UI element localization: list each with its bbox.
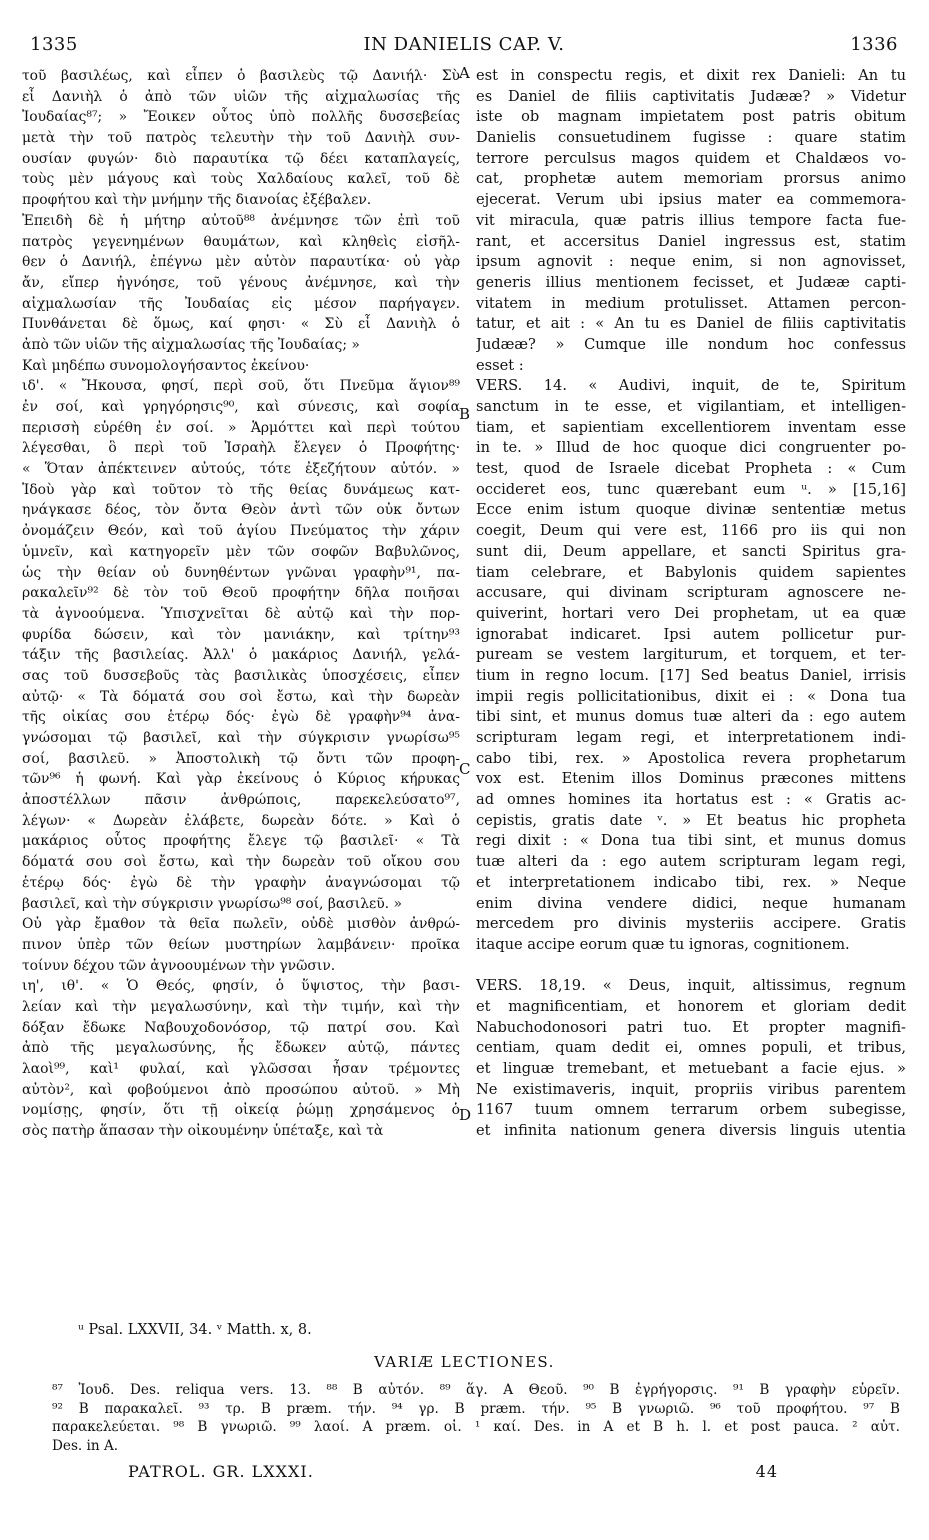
greek-text-line: ηνάγκασε δέος, τὸν ὄντα Θεὸν ἀντὶ τῶν οὐκ ὄντων xyxy=(22,502,460,519)
greek-text-line: δόξαν ἔδωκε Ναβουχοδονόσορ, τῷ πατρί σου. Καὶ xyxy=(22,1019,460,1036)
latin-text-line: vit miracula, quæ patris illius tempore facta fue- xyxy=(476,211,906,229)
latin-text-line: itaque accipe eorum quæ tu ignoras, cognitionem. xyxy=(476,935,850,953)
greek-text-line: « Ὅταν ἀπέκτεινεν αὐτούς, τότε ἐξεζήτουν αὐτόν. » xyxy=(22,461,460,478)
greek-text-line: βασιλεῖ, καὶ τὴν σύγκρισιν γνωρίσω⁹⁸ σοί, βασιλεῦ. » xyxy=(22,895,402,912)
greek-text-line: νομίσῃς, φησίν, ὅτι τῇ οἰκείᾳ ῥώμῃ χρησάμενος ὁ xyxy=(22,1102,460,1119)
greek-text-line: γνώσομαι τῷ βασιλεῖ, καὶ τὴν σύγκρισιν γνωρίσω⁹⁵ xyxy=(22,730,460,746)
greek-text-line: αὐτὸν², καὶ φοβούμενοι ἀπὸ προσώπου αὐτοῦ. » Μὴ xyxy=(22,1081,460,1098)
greek-text-line: τοίνυν δέχου τῶν ἀγνοουμένων τὴν γνῶσιν. xyxy=(22,957,336,974)
margin-marker-d: D xyxy=(459,1106,472,1124)
greek-text-line: Ἰδοὺ γὰρ καὶ τοῦτον τὸ τῆς θείας δυνάμεως κατ- xyxy=(22,481,460,498)
greek-text-line: σὸς πατὴρ ἅπασαν τὴν οἰκουμένην ὑπέταξε, καὶ τὰ xyxy=(22,1123,384,1140)
latin-text-line: quiverint, hortari vero Dei prophetam, ut ea quæ xyxy=(476,604,906,622)
greek-text-line: πινον ὑπὲρ τῶν θείων μυστηρίων λαμβάνειν· προῖκα xyxy=(22,936,460,953)
latin-text-line: cepistis, gratis date ᵛ. » Et beatus hic propheta xyxy=(476,811,906,829)
latin-text-line: esset : xyxy=(476,356,524,374)
greek-text-line: προφήτου καὶ τὴν μνήμην τῆς διανοίας ἐξέβαλεν. xyxy=(22,192,372,209)
latin-text-line: tium in regno locum. [17] Sed beatus Daniel, irrisis xyxy=(476,666,906,684)
latin-text-line: et magnificentiam, et honorem et gloriam dedit xyxy=(476,997,906,1015)
greek-text-line: ὑμνεῖν, καὶ κατηγορεῖν μὲν τῶν σοφῶν Βαβυλῶνος, xyxy=(22,543,460,560)
greek-text-line: θεν ὁ Δανιήλ, ἐπέγνω μὲν αὐτὸν παραυτίκα· οὐ γὰρ xyxy=(22,254,460,271)
greek-text-line: λέγεσθαι, ὃ περὶ τοῦ Ἰσραὴλ ἔλεγεν ὁ Προφήτης· xyxy=(22,440,460,457)
greek-text-line: ἄν, εἴπερ ἠγνόησε, τοῦ γένους ἀνέμνησε, καὶ τὴν xyxy=(22,274,460,291)
greek-text-line: τῶν⁹⁶ ἡ φωνή. Καὶ γὰρ ἐκείνους ὁ Κύριος κήρυκας xyxy=(22,771,460,788)
latin-text-line: coegit, Deum qui vere est, 1166 pro iis qui non xyxy=(476,522,906,540)
greek-text-line: εἶ Δανιὴλ ὁ ἀπὸ τῶν υἱῶν τῆς αἰχμαλωσίας τῆς xyxy=(22,88,460,105)
greek-text-line: ὀνομάζειν Θεόν, καὶ τοῦ ἁγίου Πνεύματος τὴν χάριν xyxy=(22,523,460,540)
margin-marker-c: C xyxy=(459,760,471,778)
greek-text-line: μετὰ τὴν τοῦ πατρὸς τελευτὴν τὴν τοῦ Δανιὴλ συν- xyxy=(22,130,460,147)
greek-text-line: φυρίδα δώσειν, καὶ τὸν μανιάκην, καὶ τρίτην⁹³ xyxy=(22,626,460,643)
greek-text-line: δόματά σου σοὶ ἔστω, καὶ τὴν δωρεὰν τοῦ οἴκου σου xyxy=(22,854,460,871)
greek-text-line: ὡς τὴν θείαν οὐ δυνηθέντων γνῶναι γραφὴν⁹¹, πα- xyxy=(22,564,460,581)
running-header xyxy=(30,34,898,58)
latin-text-line: Ecce enim istum quoque divinæ sententiæ metus xyxy=(476,501,906,519)
latin-text-line: est in conspectu regis, et dixit rex Danieli: An tu xyxy=(476,67,906,84)
greek-text-line: λαοὶ⁹⁹, καὶ¹ φυλαί, καὶ γλῶσσαι ἦσαν τρέμοντες xyxy=(22,1061,460,1077)
greek-column xyxy=(22,66,460,1142)
greek-text-line: αὐτῷ· « Τὰ δόματά σου σοὶ ἔστω, καὶ τὴν δωρεὰν xyxy=(22,688,460,705)
latin-text-line: impii regis pollicitationibus, dixit ei : « Dona tua xyxy=(476,687,906,705)
variant-reading-line: ⁹² B παρακαλεῖ. ⁹³ τρ. B præm. τήν. ⁹⁴ γρ. B præm. τήν. ⁹⁵ B γνωριῶ. ⁹⁶ τοῦ προφήτου. ⁹⁷ B xyxy=(52,1400,900,1417)
latin-text-line: regi dixit : « Dona tua tibi sint, et munus domus xyxy=(476,832,906,850)
variant-reading-line: παρακελεύεται. ⁹⁸ B γνωριῶ. ⁹⁹ λαοί. A præm. οἱ. ¹ καί. Des. in A et B h. l. et post pauca. ² αὐτ. xyxy=(52,1419,900,1435)
latin-text-line: ad omnes homines ita hortatus est : « Gratis ac- xyxy=(476,791,906,809)
latin-column xyxy=(476,66,906,1142)
latin-text-line: cabo tibi, rex. » Apostolica revera prophetarum xyxy=(476,749,906,767)
latin-text-line: iste ob magnam impietatem post patris obitum xyxy=(476,108,906,126)
running-title: IN DANIELIS CAP. V. xyxy=(363,34,565,55)
greek-text-line: λέγων· « Δωρεὰν ἐλάβετε, δωρεὰν δότε. » Καὶ ὁ xyxy=(22,812,460,829)
latin-text-line: test, quod de Israele dicebat Propheta : « Cum xyxy=(476,460,906,478)
latin-text-line: in te. » Illud de hoc quoque dici congruenter po- xyxy=(476,439,906,457)
greek-text-line: Καὶ μηδέπω συνομολογήσαντος ἐκείνου· xyxy=(22,357,310,374)
page-number-left: 1335 xyxy=(30,34,78,55)
footer-signature: PATROL. GR. LXXXI. xyxy=(128,1462,314,1481)
greek-text-line: σας τοῦ δυσσεβοῦς τὰς βασιλικὰς ὑποσχέσεις, εἶπεν xyxy=(22,667,460,684)
latin-text-line: es Daniel de filiis captivitatis Judææ? » Videtur xyxy=(476,87,906,105)
latin-text-line: sanctum in te esse, et vigilantiam, et intelligen- xyxy=(476,398,906,415)
latin-text-line: puream se vestem largiturum, et torquem, et ter- xyxy=(476,646,906,664)
margin-marker-a: A xyxy=(459,64,470,82)
latin-text-line: mercedem pro divinis mysteriis accipere. Gratis xyxy=(476,915,906,933)
latin-text-line: ignorabat indicaret. Ipsi autem pollicetur pur- xyxy=(476,625,906,643)
greek-text-line: τοῦ βασιλέως, καὶ εἶπεν ὁ βασιλεὺς τῷ Δανιήλ· Σὺ xyxy=(22,68,460,84)
latin-text-line: ipsum agnovit : neque enim, si non agnovisset, xyxy=(476,253,906,271)
page-number-right: 1336 xyxy=(850,34,898,55)
greek-text-line: τοὺς μὲν μάγους καὶ τοὺς Χαλδαίους καλεῖ, τοῦ δὲ xyxy=(22,171,460,188)
variae-lectiones-title: VARIÆ LECTIONES. xyxy=(374,1353,555,1371)
latin-text-line: tatur, et ait : « An tu es Daniel de filiis captivitatis xyxy=(476,315,906,333)
latin-text-line: tiam, et sapientiam excellentiorem inventam esse xyxy=(476,418,906,436)
greek-text-line: μακάριος οὗτος προφήτης ἔλεγε τῷ βασιλεῖ· « Τὰ xyxy=(22,833,460,850)
latin-text-line: ejecerat. Verum ubi ipsius mater ea commemora- xyxy=(476,191,906,209)
latin-text-line: sunt dii, Deum appellare, et sancti Spiritus gra- xyxy=(476,542,906,560)
greek-text-line: ιδ'. « Ἤκουσα, φησί, περὶ σοῦ, ὅτι Πνεῦμα ἅγιον⁸⁹ xyxy=(22,378,460,395)
footnotes: ᵘ Psal. LXXVII, 34. ᵛ Matth. x, 8. xyxy=(78,1322,312,1338)
footer-sheet-number: 44 xyxy=(755,1462,778,1481)
latin-text-line xyxy=(476,956,906,977)
latin-text-line: et linguæ tremebant, et metuebant a facie ejus. » xyxy=(476,1060,906,1077)
latin-text-line: VERS. 14. « Audivi, inquit, de te, Spiritum xyxy=(476,377,906,395)
greek-text-line: λείαν καὶ τὴν μεγαλωσύνην, καὶ τὴν τιμήν, καὶ τὴν xyxy=(22,998,460,1015)
latin-text-line: VERS. 18,19. « Deus, inquit, altissimus, regnum xyxy=(476,977,906,995)
latin-text-line: Judææ? » Cumque ille nondum hoc confessus xyxy=(476,335,906,353)
variant-reading-line: ⁸⁷ Ἰουδ. Des. reliqua vers. 13. ⁸⁸ B αὐτόν. ⁸⁹ ἅγ. A Θεοῦ. ⁹⁰ B ἐγρήγορσις. ⁹¹ B γραφὴν εὑρεῖν. xyxy=(52,1382,900,1398)
latin-text-line: cat, prophetæ autem memoriam prorsus animo xyxy=(476,170,906,188)
greek-text-line: αἰχμαλωσίαν τῆς Ἰουδαίας εἰς μέσον παρήγαγεν. xyxy=(22,295,460,312)
latin-text-line: tuæ alteri da : ego autem scripturam legam regi, xyxy=(476,853,906,871)
latin-text-line: vitatem in medium protulisset. Attamen percon- xyxy=(476,294,906,312)
latin-text-line: 1167 tuum omnem terrarum orbem subegisse, xyxy=(476,1101,906,1119)
latin-text-line: generis illius mentionem fecisset, et Judææ capti- xyxy=(476,273,906,291)
greek-text-line: Ἐπειδὴ δὲ ἡ μήτηρ αὐτοῦ⁸⁸ ἀνέμνησε τῶν ἐπὶ τοῦ xyxy=(22,212,460,229)
latin-text-line: vox est. Etenim illos Dominus præcones mittens xyxy=(476,770,906,788)
latin-text-line: Danielis consuetudinem fugisse : quare statim xyxy=(476,129,906,147)
greek-text-line: ἐν σοί, καὶ γρηγόρησις⁹⁰, καὶ σύνεσις, καὶ σοφία xyxy=(22,399,460,415)
greek-text-line: ρακαλεῖν⁹² δὲ τὸν τοῦ Θεοῦ προφήτην δῆλα ποιῆσαι xyxy=(22,585,460,602)
margin-marker-b: B xyxy=(459,405,471,423)
greek-text-line: ουσίαν φυγών· διὸ παραυτίκα τῷ δέει καταπλαγείς, xyxy=(22,150,460,167)
latin-text-line: centiam, quam dedit ei, omnes populi, et tribus, xyxy=(476,1039,906,1057)
greek-text-line: Πυνθάνεται δὲ ὅμως, καί φησι· « Σὺ εἶ Δανιὴλ ὁ xyxy=(22,316,460,333)
latin-text-line: occideret eos, tunc quærebant eum ᵘ. » [15,16] xyxy=(476,480,906,498)
latin-text-line: et interpretationem indicabo tibi, rex. » Neque xyxy=(476,873,906,891)
latin-text-line: scripturam legam regi, et interpretationem indi- xyxy=(476,729,906,746)
greek-text-line: σοί, βασιλεῦ. » Ἀποστολικὴ τῷ ὄντι τῶν προφη- xyxy=(22,750,460,767)
greek-text-line: τάξιν τῆς βασιλείας. Ἀλλ' ὁ μακάριος Δανιήλ, γελά- xyxy=(22,647,460,664)
latin-text-line: Nabuchodonosori patri tuo. Et propter magnifi- xyxy=(476,1018,906,1036)
greek-text-line: τὰ ἀγνοούμενα. Ὑπισχνεῖται δὲ αὐτῷ καὶ τὴν πορ- xyxy=(22,605,460,622)
greek-text-line: ἑτέρῳ δός· ἐγὼ δὲ τὴν γραφὴν ἀναγνώσομαι τῷ xyxy=(22,874,460,891)
latin-text-line: tiam celebrare, et Babylonis quidem sapientes xyxy=(476,563,906,581)
latin-text-line: terrore perculsus magos quidem et Chaldæos vo- xyxy=(476,149,906,167)
latin-text-line: tibi sint, et munus domus tuæ alteri da : ego autem xyxy=(476,708,906,726)
latin-text-line: Ne existimaveris, inquit, propriis viribus parentem xyxy=(476,1080,906,1098)
latin-text-line: enim divina vendere didici, neque humanam xyxy=(476,894,906,912)
greek-text-line: Οὐ γὰρ ἔμαθον τὰ θεῖα πωλεῖν, οὐδὲ μισθὸν ἀνθρώ- xyxy=(22,916,460,933)
variae-lectiones xyxy=(52,1381,900,1455)
greek-text-line: ἀπὸ τῆς μεγαλωσύνης, ἧς ἔδωκεν αὐτῷ, πάντες xyxy=(22,1040,460,1057)
greek-text-line: Ἰουδαίας⁸⁷; » Ἔοικεν οὗτος ὑπὸ πολλῆς δυσσεβείας xyxy=(22,109,460,126)
greek-text-line: ἀποστέλλων πᾶσιν ἀνθρώποις, παρεκελεύσατο⁹⁷, xyxy=(22,792,460,809)
variant-reading-line: Des. in A. xyxy=(52,1437,119,1454)
greek-text-line: ιη', ιθ'. « Ὁ Θεός, φησίν, ὁ ὕψιστος, τὴν βασι- xyxy=(22,978,460,995)
greek-text-line: τῆς οἰκίας σου ἑτέρῳ δός· ἐγὼ δὲ γραφὴν⁹⁴ ἀνα- xyxy=(22,709,460,726)
greek-text-line: πατρὸς γεγενημένων θαυμάτων, καὶ κληθεὶς εἰσῆλ- xyxy=(22,233,460,250)
greek-text-line: περισσὴ εὑρέθη ἐν σοί. » Ἁρμόττει καὶ περὶ τούτου xyxy=(22,419,460,436)
latin-text-line: accusare, qui divinam scripturam agnoscere ne- xyxy=(476,584,906,602)
latin-text-line: et infinita nationum genera diversis linguis utentia xyxy=(476,1122,906,1140)
latin-text-line: rant, et accersitus Daniel ingressus est, statim xyxy=(476,232,906,250)
greek-text-line: ἀπὸ τῶν υἱῶν τῆς αἰχμαλωσίας τῆς Ἰουδαίας; » xyxy=(22,336,360,353)
